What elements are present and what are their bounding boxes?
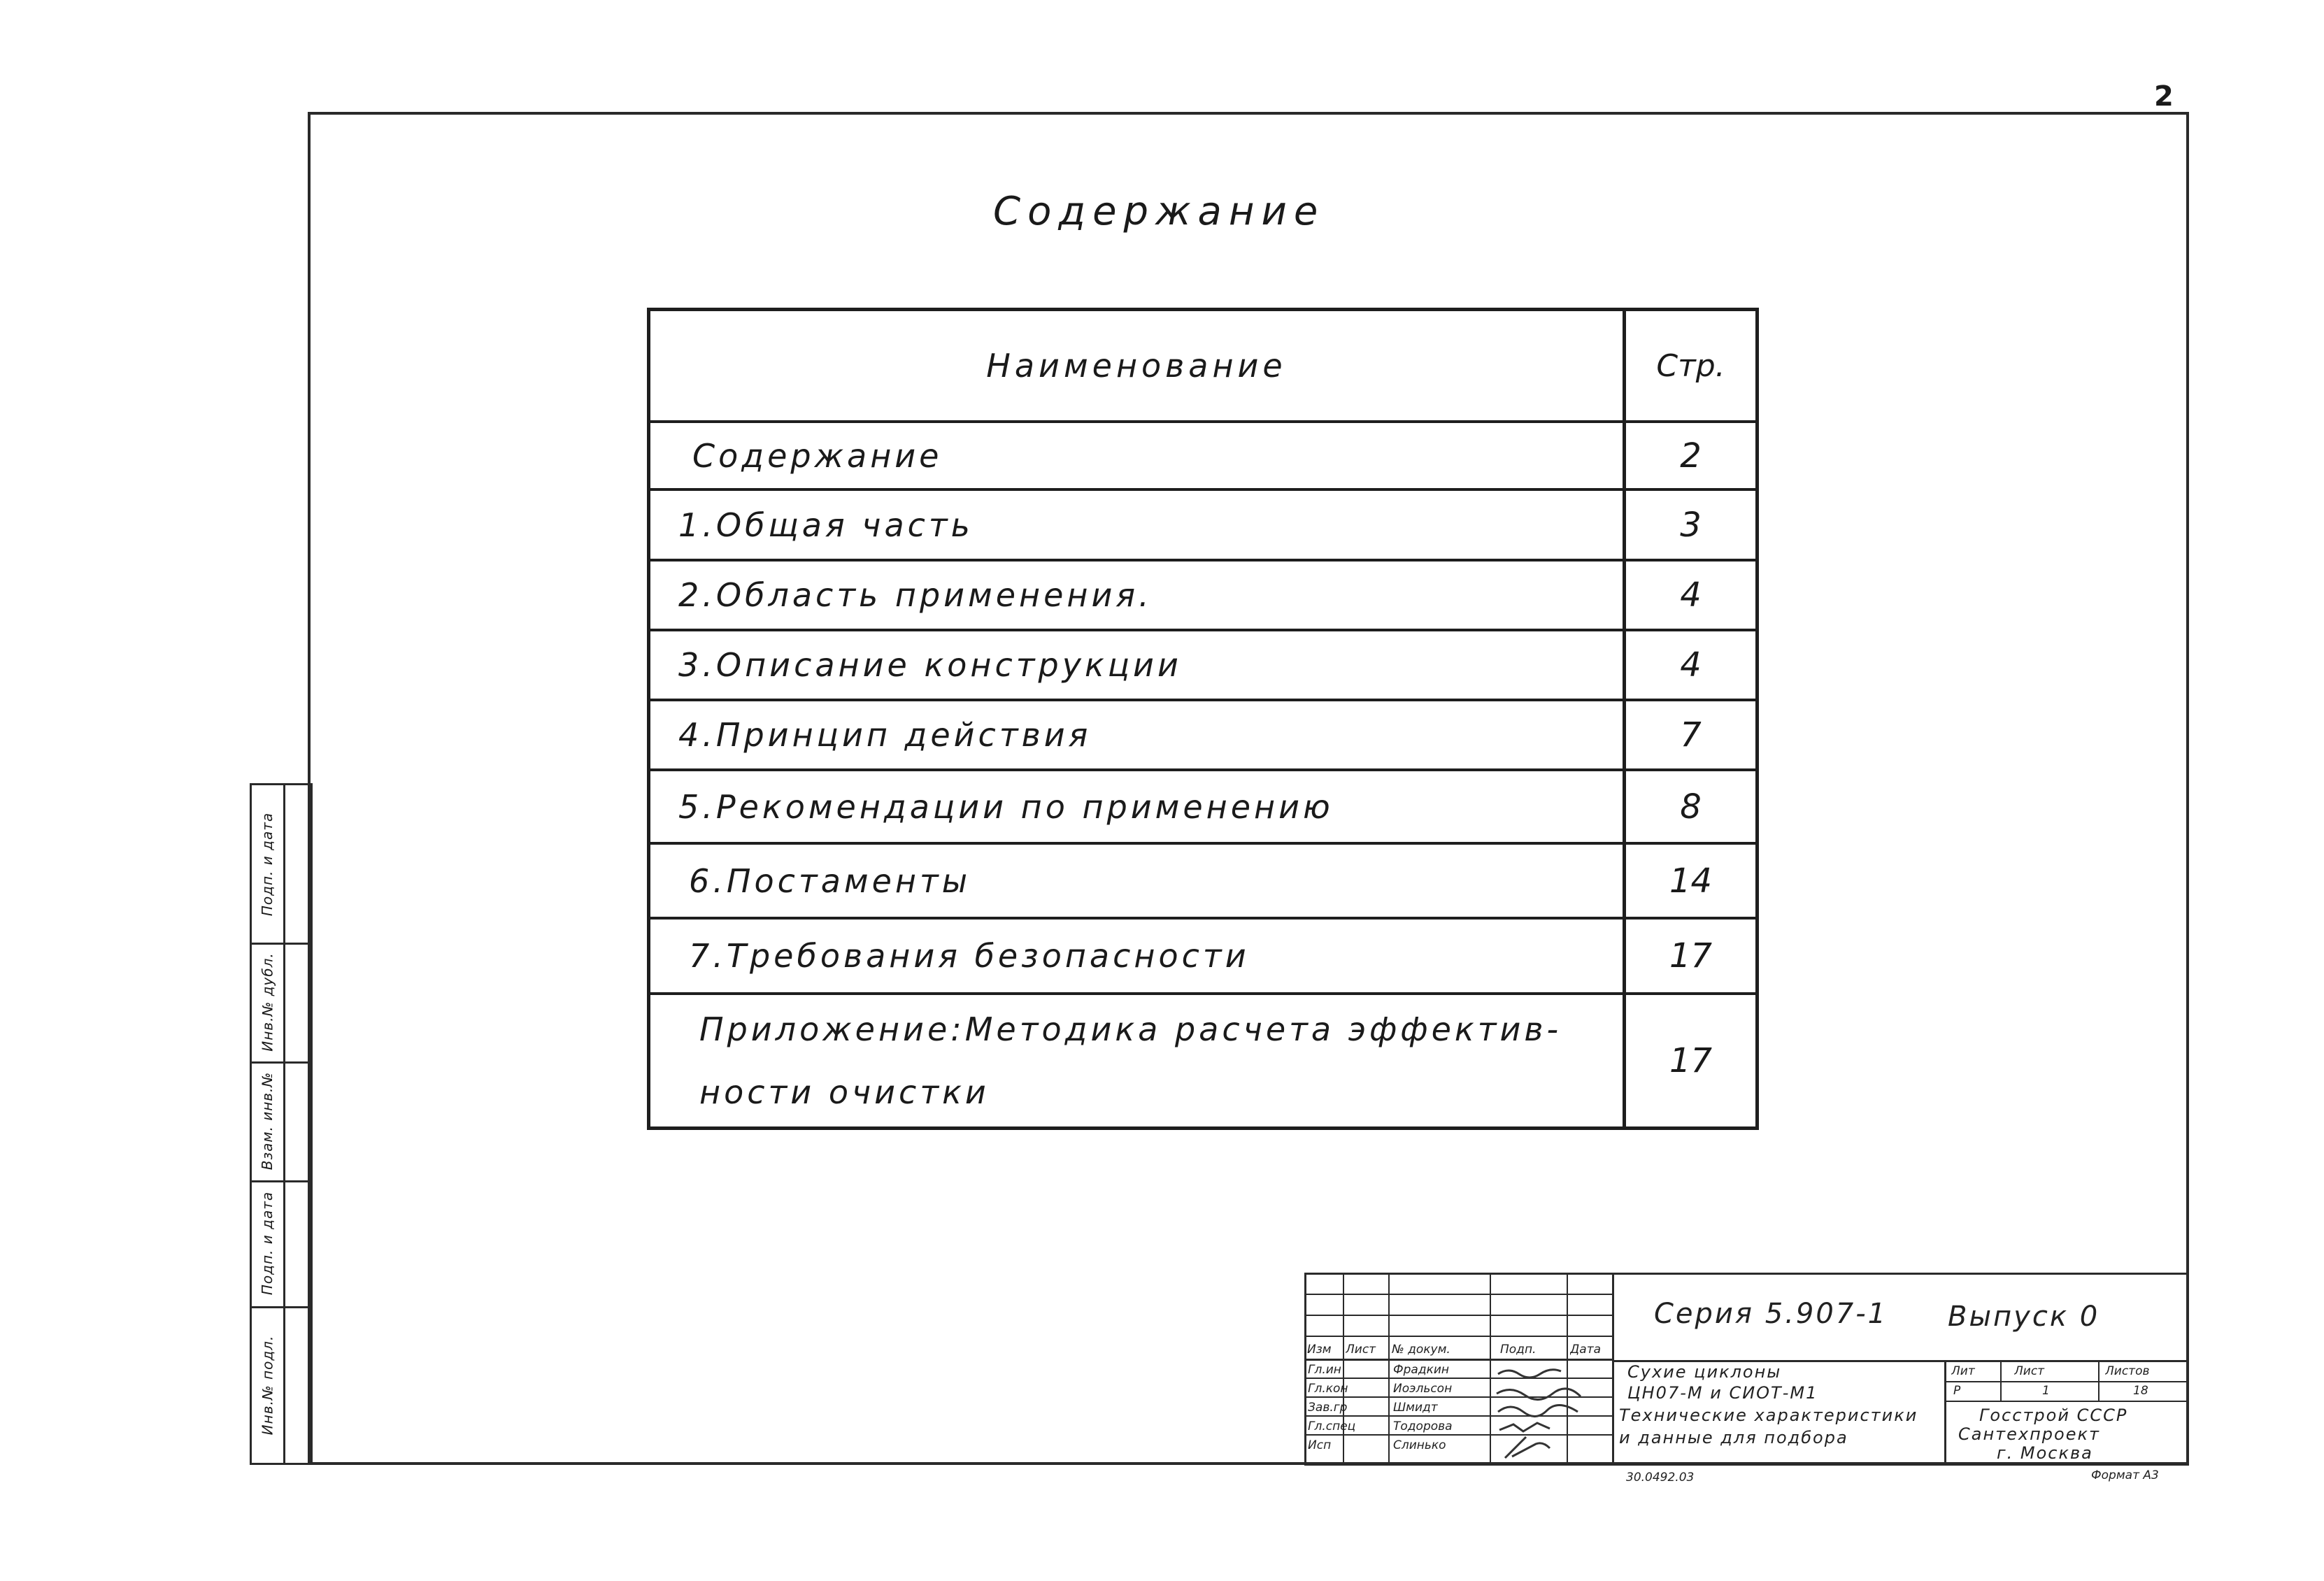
- header-page: Стр.: [1656, 348, 1725, 384]
- contents-table: [647, 308, 1759, 1130]
- col-header: Лист: [1346, 1343, 1376, 1357]
- col-header: Дата: [1570, 1343, 1602, 1357]
- tb-rule: [1388, 1273, 1390, 1465]
- table-row: [650, 771, 1755, 845]
- tb-rule: [1304, 1336, 1612, 1337]
- row-page: 8: [1680, 787, 1702, 827]
- row-name: 3.Описание конструкции: [650, 631, 1626, 699]
- appendix-name: [650, 995, 1626, 1126]
- tb-rule: [1612, 1273, 1614, 1465]
- org-line-1: Госстрой СССР: [1979, 1405, 2128, 1425]
- appendix-page: 17: [1669, 1041, 1713, 1080]
- row-page: 4: [1680, 645, 1702, 685]
- row-name: 1.Общая часть: [650, 491, 1626, 559]
- lit-value: Р: [1953, 1384, 1961, 1398]
- row-page: 4: [1680, 575, 1702, 615]
- side-label: Инв.№ дубл.: [259, 952, 276, 1052]
- col-header: Подп.: [1500, 1343, 1537, 1357]
- tb-rule: [1944, 1381, 2189, 1382]
- appendix-line-1: Приложение:Методика расчета эффектив-: [699, 1010, 1562, 1048]
- side-label: Подп. и дата: [259, 812, 276, 916]
- staff-surname: Иоэльсон: [1393, 1382, 1453, 1396]
- row-page: 3: [1680, 505, 1702, 545]
- staff-role: Гл.спец: [1308, 1419, 1356, 1433]
- table-header-row: [650, 311, 1755, 423]
- side-stamp: [250, 783, 313, 1465]
- tb-rule: [2098, 1360, 2100, 1402]
- org-line-3: г. Москва: [1997, 1443, 2093, 1463]
- row-name: 2.Область применения.: [650, 561, 1626, 629]
- issue-label: Выпуск 0: [1948, 1301, 2100, 1333]
- tb-rule: [1304, 1273, 2189, 1275]
- row-name: 5.Рекомендации по применению: [650, 771, 1626, 842]
- tb-rule: [2000, 1360, 2002, 1402]
- staff-surname: Тодорова: [1393, 1419, 1453, 1433]
- table-row: [650, 845, 1755, 920]
- sheet-value: 1: [2042, 1384, 2050, 1398]
- table-row: [650, 920, 1755, 995]
- sheets-header: Листов: [2105, 1364, 2150, 1378]
- table-row: [650, 491, 1755, 561]
- staff-role: Гл.кон: [1308, 1382, 1348, 1396]
- side-stamp-divider: [283, 785, 285, 1463]
- row-page: 17: [1669, 936, 1713, 975]
- tb-rule: [1304, 1464, 2189, 1466]
- side-label: Инв.№ подл.: [259, 1335, 276, 1435]
- staff-role: Исп: [1308, 1438, 1332, 1452]
- appendix-line-2: ности очистки: [699, 1073, 990, 1111]
- doc-name-line-4: и данные для подбора: [1619, 1428, 1848, 1447]
- tb-rule: [1304, 1294, 1612, 1295]
- bottom-code: 30.0492.03: [1626, 1471, 1695, 1485]
- col-header: № докум.: [1392, 1343, 1450, 1357]
- format-label: Формат А3: [2091, 1468, 2159, 1482]
- sheet-number: 2: [2154, 80, 2174, 113]
- staff-surname: Шмидт: [1393, 1401, 1438, 1415]
- staff-role: Зав.гр: [1308, 1401, 1348, 1415]
- staff-surname: Слинько: [1393, 1438, 1446, 1452]
- side-label: Взам. инв.№: [259, 1071, 276, 1171]
- row-page: 7: [1680, 715, 1702, 754]
- staff-surname: Фрадкин: [1393, 1363, 1450, 1377]
- signatures-graphic: [1491, 1360, 1612, 1465]
- doc-name-line-3: Технические характеристики: [1619, 1405, 1918, 1425]
- org-line-2: Сантехпроект: [1958, 1424, 2100, 1444]
- col-header: Изм: [1307, 1343, 1332, 1357]
- staff-role: Гл.ин: [1308, 1363, 1341, 1377]
- table-row: [650, 631, 1755, 701]
- lit-header: Лит: [1951, 1364, 1975, 1378]
- row-name: 4.Принцип действия: [650, 701, 1626, 768]
- sheet-header: Лист: [2014, 1364, 2045, 1378]
- row-page: 2: [1680, 436, 1702, 475]
- doc-name-line-1: Сухие циклоны: [1627, 1362, 1782, 1382]
- row-name: 7.Требования безопасности: [650, 920, 1626, 992]
- series-label: Серия 5.907-1: [1654, 1298, 1888, 1330]
- header-name: Наименование: [650, 311, 1626, 420]
- table-row: [650, 423, 1755, 491]
- table-row: [650, 561, 1755, 631]
- document-title: Содержание: [993, 189, 1325, 234]
- tb-rule: [1304, 1315, 1612, 1316]
- table-row: [650, 701, 1755, 771]
- side-label: Подп. и дата: [259, 1191, 276, 1296]
- sheets-value: 18: [2133, 1384, 2148, 1398]
- doc-name-line-2: ЦН07-М и СИОТ-М1: [1627, 1383, 1818, 1403]
- tb-rule: [1304, 1273, 1306, 1465]
- row-name: 6.Постаменты: [650, 845, 1626, 917]
- title-block: [1304, 1273, 2189, 1465]
- row-page: 14: [1669, 861, 1713, 901]
- tb-rule: [1944, 1401, 2189, 1402]
- row-name: Содержание: [650, 423, 1626, 488]
- table-row: [650, 995, 1755, 1126]
- tb-rule: [1944, 1360, 1946, 1465]
